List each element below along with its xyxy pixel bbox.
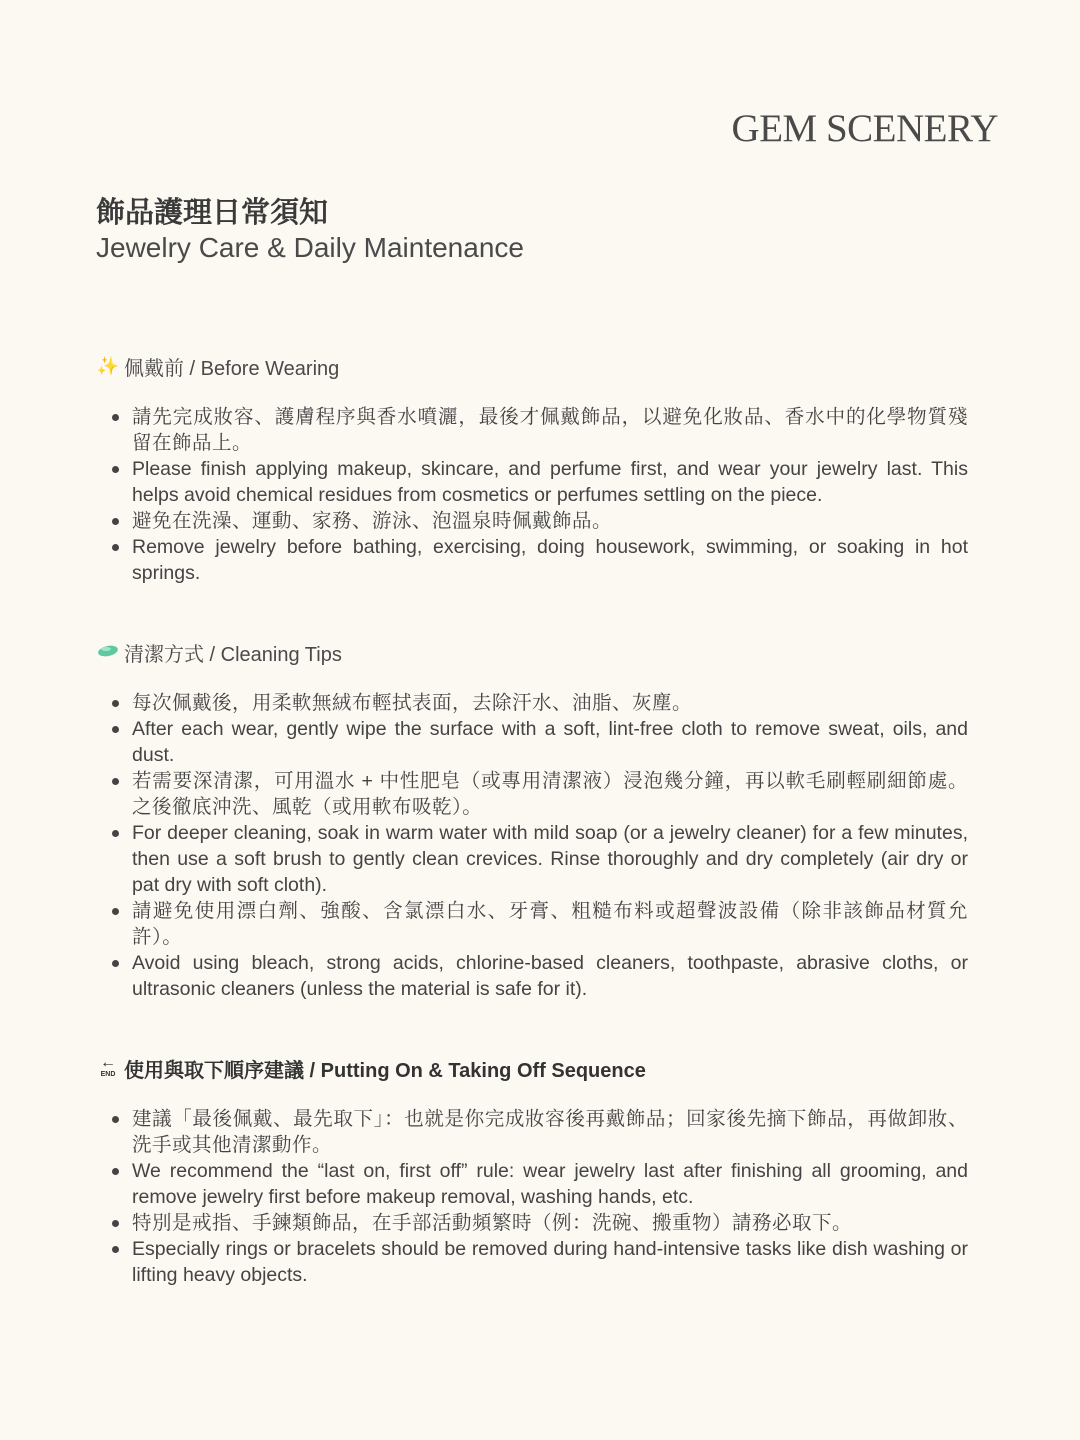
section-heading: 清潔方式 / Cleaning Tips (124, 643, 342, 666)
list-item: We recommend the “last on, first off” rule: wear jewelry last after finishing all grooming, and remove jewelry first before makeup removal, washing hands, etc. (132, 1160, 968, 1208)
list-item: 若需要深清潔，可用溫水 + 中性肥皂（或專用清潔液）浸泡幾分鐘，再以軟毛刷輕刷細節處。之後徹底沖洗、風乾（或用軟布吸乾）。 (132, 770, 968, 818)
list-item: Avoid using bleach, strong acids, chlorine-based cleaners, toothpaste, abrasive cloths, or ultrasonic cleaners (unless the material is safe for it). (132, 952, 968, 1000)
bullet-list (96, 1106, 968, 1288)
page-title: 飾品護理日常須知 (96, 197, 329, 229)
list-item: For deeper cleaning, soak in warm water with mild soap (or a jewelry cleaner) for a few minutes, then use a soft brush to gently clean crevices. Rinse thoroughly and dry completely (air dry or pat dry with soft cloth). (132, 822, 968, 896)
list-item: 每次佩戴後，用柔軟無絨布輕拭表面，去除汗水、油脂、灰塵。 (132, 690, 968, 716)
list-item: 避免在洗澡、運動、家務、游泳、泡溫泉時佩戴飾品。 (132, 508, 968, 534)
section-heading: 佩戴前 / Before Wearing (124, 357, 340, 380)
section-cleaning-tips (96, 638, 968, 1002)
list-item: After each wear, gently wipe the surface with a soft, lint-free cloth to remove sweat, oils, and dust. (132, 718, 968, 766)
list-item: 請先完成妝容、護膚程序與香水噴灑，最後才佩戴飾品，以避免化妝品、香水中的化學物質殘留在飾品上。 (132, 406, 968, 454)
list-item: Please finish applying makeup, skincare, and perfume first, and wear your jewelry last. This helps avoid chemical residues from cosmetics or perfumes settling on the piece. (132, 458, 968, 506)
list-item: 特別是戒指、手鍊類飾品，在手部活動頻繁時（例：洗碗、搬重物）請務必取下。 (132, 1210, 968, 1236)
list-item: 請避免使用漂白劑、強酸、含氯漂白水、牙膏、粗糙布料或超聲波設備（除非該飾品材質允許）。 (132, 900, 968, 948)
section-sequence (96, 1054, 968, 1288)
list-item: Remove jewelry before bathing, exercising, doing housework, swimming, or soaking in hot springs. (132, 536, 968, 584)
brand-logo: GEM SCENERY (731, 107, 998, 150)
page-subtitle: Jewelry Care & Daily Maintenance (96, 232, 524, 263)
section-heading: 使用與取下順序建議 / Putting On & Taking Off Sequence (124, 1059, 646, 1082)
bullet-list (96, 404, 968, 586)
list-item: Especially rings or bracelets should be removed during hand-intensive tasks like dish washing or lifting heavy objects. (132, 1238, 968, 1286)
section-before-wearing (96, 352, 968, 586)
soap-icon (96, 642, 120, 663)
list-item: 建議「最後佩戴、最先取下」：也就是你完成妝容後再戴飾品；回家後先摘下飾品，再做卸妝、洗手或其他清潔動作。 (132, 1108, 968, 1156)
end-arrow-icon: ← END (100, 1053, 116, 1078)
bullet-list (96, 690, 968, 1002)
sparkles-icon: ✨ (96, 355, 120, 376)
